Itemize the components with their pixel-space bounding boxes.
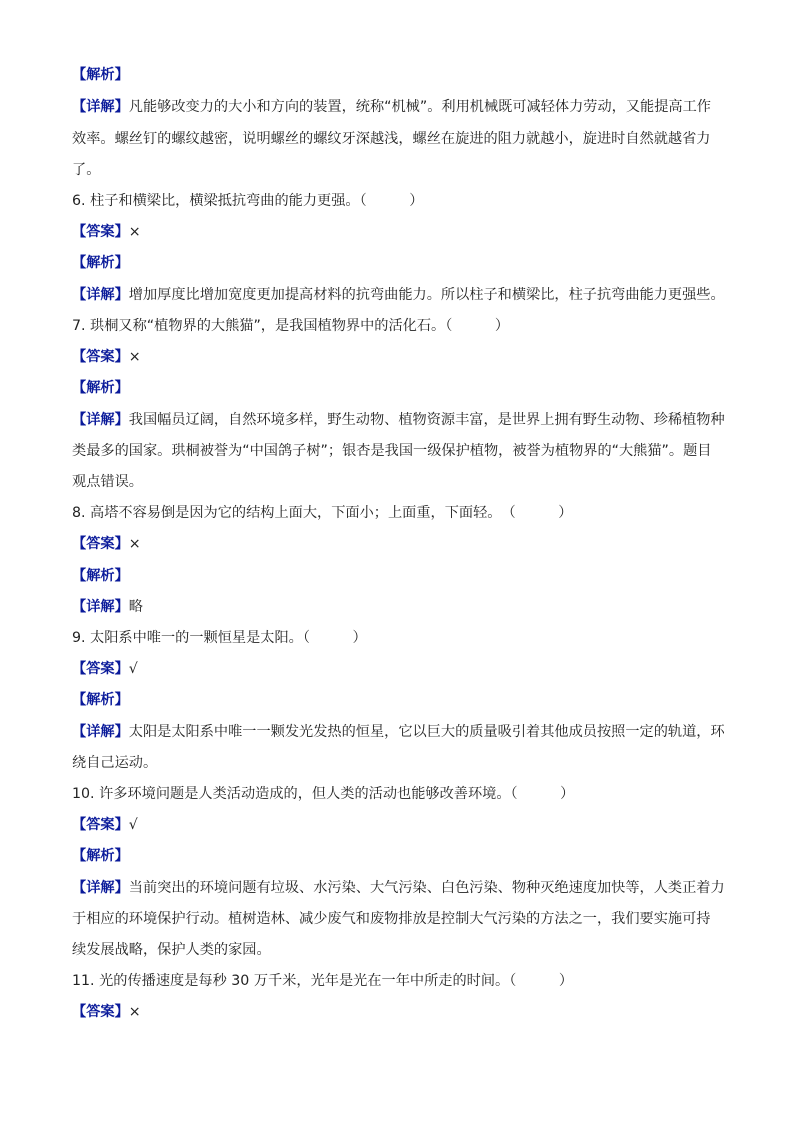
detail-text: 当前突出的环境问题有垃圾、水污染、大气污染、白色污染、物种灭绝速度加快等，人类正着力 — [128, 880, 725, 896]
answer-mark: √ — [128, 817, 138, 833]
answer-mark: × — [128, 349, 141, 365]
question-line — [72, 784, 574, 804]
analysis-tag: 【解析】 — [72, 67, 129, 83]
answer-mark: × — [128, 536, 141, 552]
continuation-text: 类最多的国家。珙桐被誉为“中国鸽子树”；银杏是我国一级保护植物，被誉为植物界的“大熊猫”。题目 — [72, 443, 712, 459]
analysis-tag: 【解析】 — [72, 692, 129, 708]
analysis-tag: 【解析】 — [72, 848, 129, 864]
answer-tag: 【答案】 — [72, 1004, 129, 1020]
question-line — [72, 316, 509, 336]
question-line — [72, 503, 572, 523]
continuation-text: 观点错误。 — [72, 474, 143, 490]
continuation-line — [72, 472, 143, 492]
continuation-line — [72, 160, 100, 180]
question-line — [72, 971, 573, 991]
analysis-tag: 【解析】 — [72, 255, 129, 271]
analysis-line — [72, 253, 129, 273]
continuation-text: 于相应的环境保护行动。植树造林、减少废气和废物排放是控制大气污染的方法之一，我们要实施可持 — [72, 911, 711, 927]
detail-text: 凡能够改变力的大小和方向的装置，统称“机械”。利用机械既可减轻体力劳动，又能提高工作 — [128, 99, 711, 115]
continuation-text: 绕自己运动。 — [72, 755, 158, 771]
continuation-line — [72, 909, 710, 929]
answer-mark: √ — [128, 661, 138, 677]
detail-line — [72, 878, 725, 898]
answer-tag: 【答案】 — [72, 349, 129, 365]
detail-text: 太阳是太阳系中唯一一颗发光发热的恒星，它以巨大的质量吸引着其他成员按照一定的轨道，环 — [128, 724, 725, 740]
detail-text: 略 — [128, 599, 143, 615]
answer-tag: 【答案】 — [72, 661, 129, 677]
question-line — [72, 191, 423, 211]
analysis-line — [72, 566, 129, 586]
answer-tag: 【答案】 — [72, 536, 129, 552]
answer-line — [72, 659, 138, 679]
answer-mark: × — [128, 224, 141, 240]
analysis-tag: 【解析】 — [72, 380, 129, 396]
continuation-text: 了。 — [72, 162, 101, 178]
question-text: 9. 太阳系中唯一的一颗恒星是太阳。（ ） — [72, 630, 367, 646]
detail-tag: 【详解】 — [72, 599, 129, 615]
detail-line — [72, 97, 711, 117]
continuation-text: 续发展战略，保护人类的家园。 — [72, 942, 271, 958]
continuation-line — [72, 129, 710, 149]
detail-line — [72, 285, 725, 305]
detail-line — [72, 597, 143, 617]
detail-tag: 【详解】 — [72, 880, 129, 896]
analysis-line — [72, 65, 129, 85]
detail-text: 我国幅员辽阔，自然环境多样，野生动物、植物资源丰富，是世界上拥有野生动物、珍稀植物种 — [128, 412, 725, 428]
question-text: 7. 珙桐又称“植物界的大熊猫”，是我国植物界中的活化石。（ ） — [72, 318, 510, 334]
question-text: 8. 高塔不容易倒是因为它的结构上面大，下面小；上面重，下面轻。 （ ） — [72, 505, 573, 521]
continuation-line — [72, 441, 711, 461]
answer-line — [72, 347, 141, 367]
analysis-line — [72, 690, 129, 710]
detail-tag: 【详解】 — [72, 724, 129, 740]
answer-tag: 【答案】 — [72, 224, 129, 240]
detail-tag: 【详解】 — [72, 99, 129, 115]
detail-line — [72, 410, 725, 430]
analysis-line — [72, 378, 129, 398]
question-text: 6. 柱子和横梁比，横梁抵抗弯曲的能力更强。（ ） — [72, 193, 424, 209]
detail-tag: 【详解】 — [72, 412, 129, 428]
continuation-line — [72, 940, 271, 960]
detail-tag: 【详解】 — [72, 287, 129, 303]
answer-mark: × — [128, 1004, 141, 1020]
question-text: 10. 许多环境问题是人类活动造成的，但人类的活动也能够改善环境。（ ） — [72, 786, 575, 802]
analysis-line — [72, 846, 129, 866]
answer-line — [72, 1002, 141, 1022]
answer-line — [72, 222, 141, 242]
detail-line — [72, 722, 725, 742]
analysis-tag: 【解析】 — [72, 568, 129, 584]
answer-line — [72, 815, 138, 835]
answer-tag: 【答案】 — [72, 817, 129, 833]
detail-text: 增加厚度比增加宽度更加提高材料的抗弯曲能力。所以柱子和横梁比，柱子抗弯曲能力更强些。 — [128, 287, 725, 303]
continuation-text: 效率。螺丝钉的螺纹越密，说明螺丝的螺纹牙深越浅，螺丝在旋进的阻力就越小，旋进时自然就越省力 — [72, 131, 711, 147]
answer-line — [72, 534, 141, 554]
question-line — [72, 628, 367, 648]
question-text: 11. 光的传播速度是每秒 30 万千米，光年是光在一年中所走的时间。（ ） — [72, 973, 574, 989]
continuation-line — [72, 753, 157, 773]
